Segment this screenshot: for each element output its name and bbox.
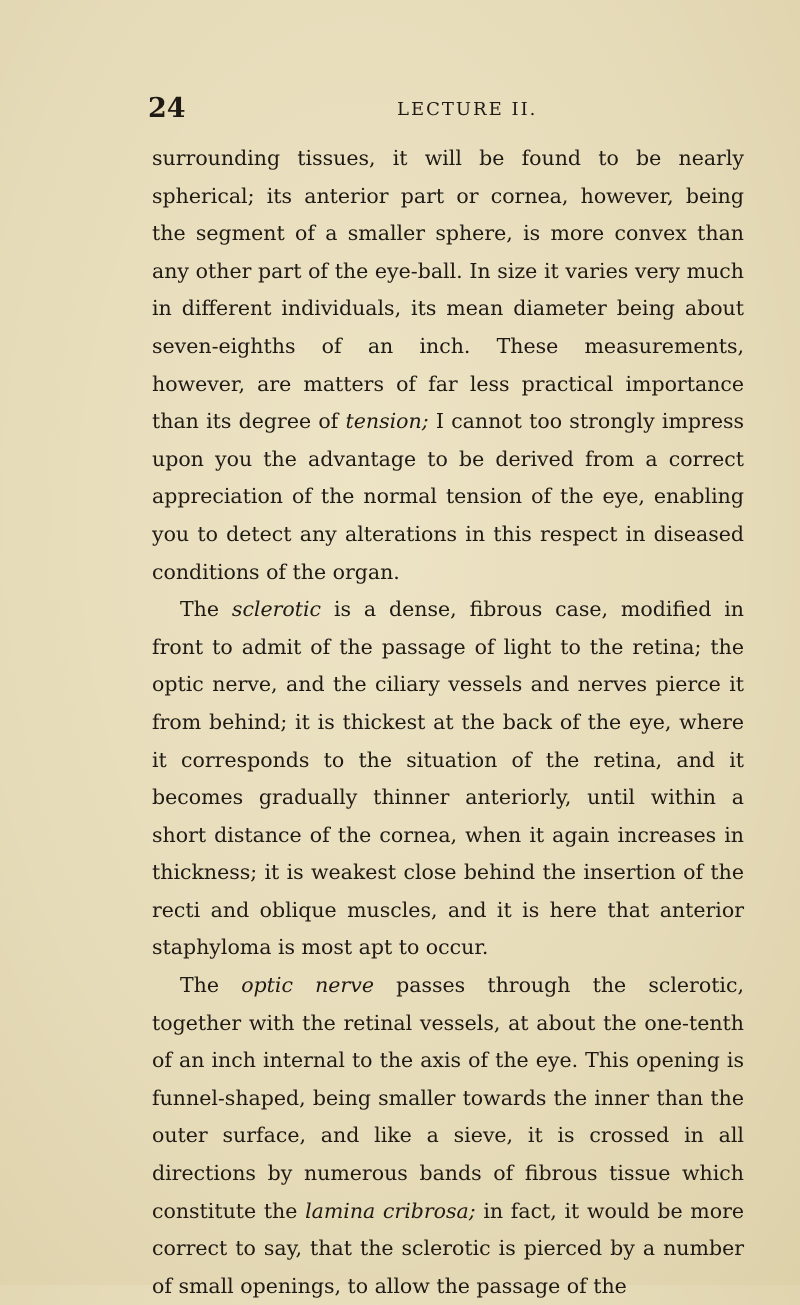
- text-segment: passes through the sclerotic, together with the retinal vessels, at about the one-tenth of an inch internal to the axis of the eye. This opening is funnel-shaped, being smaller towards the inner than the outer surface, and like a sieve, it is crossed in all directions by numerous bands of fibrous tissue which constitute the: [152, 973, 744, 1223]
- text-segment: in fact, it would be more correct to say, that the sclerotic is pierced by a number of small openings, to allow the passage of the: [152, 1198, 745, 1298]
- text-segment: is a dense, fibrous case, modified in front to admit of the passage of light to the retina; the optic nerve, and the ciliary vessels and nerves pierce it from behind; it is thickest at the back of the eye, where it corresponds to the situation of the retina, and it becomes gradually thinner anteriorly, until within a short distance of the cornea, when it again increases in thickness; it is weakest close behind the insertion of the recti and oblique muscles, and it is here that anterior staphyloma is most apt to occur.: [152, 597, 744, 960]
- running-title: LECTURE II.: [397, 99, 538, 120]
- italic-term-lamina-cribrosa: lamina cribrosa;: [305, 1198, 476, 1223]
- running-head: [148, 92, 748, 126]
- page-number: 24: [148, 93, 186, 124]
- italic-term-optic-nerve: optic nerve: [241, 973, 374, 998]
- paragraph-sclerotic: [152, 591, 744, 967]
- italic-term-tension: tension;: [345, 409, 429, 434]
- body-text: [152, 140, 744, 1305]
- paragraph-optic-nerve: [152, 967, 744, 1305]
- italic-term-sclerotic: sclerotic: [231, 597, 322, 622]
- text-segment: The: [180, 973, 242, 998]
- text-segment: The: [180, 597, 232, 622]
- text-segment: I cannot too strongly impress upon you the advantage to be derived from a correct appreciation of the normal tension of the eye, enabling you to detect any alterations in this respect in diseased conditions of the organ.: [152, 409, 744, 584]
- paragraph-eyeball-shape: [152, 140, 744, 591]
- text-segment: surrounding tissues, it will be found to be nearly spherical; its anterior part or cornea, however, being the segment of a smaller sphere, is more convex than any other part of the eye-ball. In size it varies very much in different individuals, its mean diameter being about seven-eighths of an inch. These measurements, however, are matters of far less practical importance than its degree of: [152, 146, 744, 434]
